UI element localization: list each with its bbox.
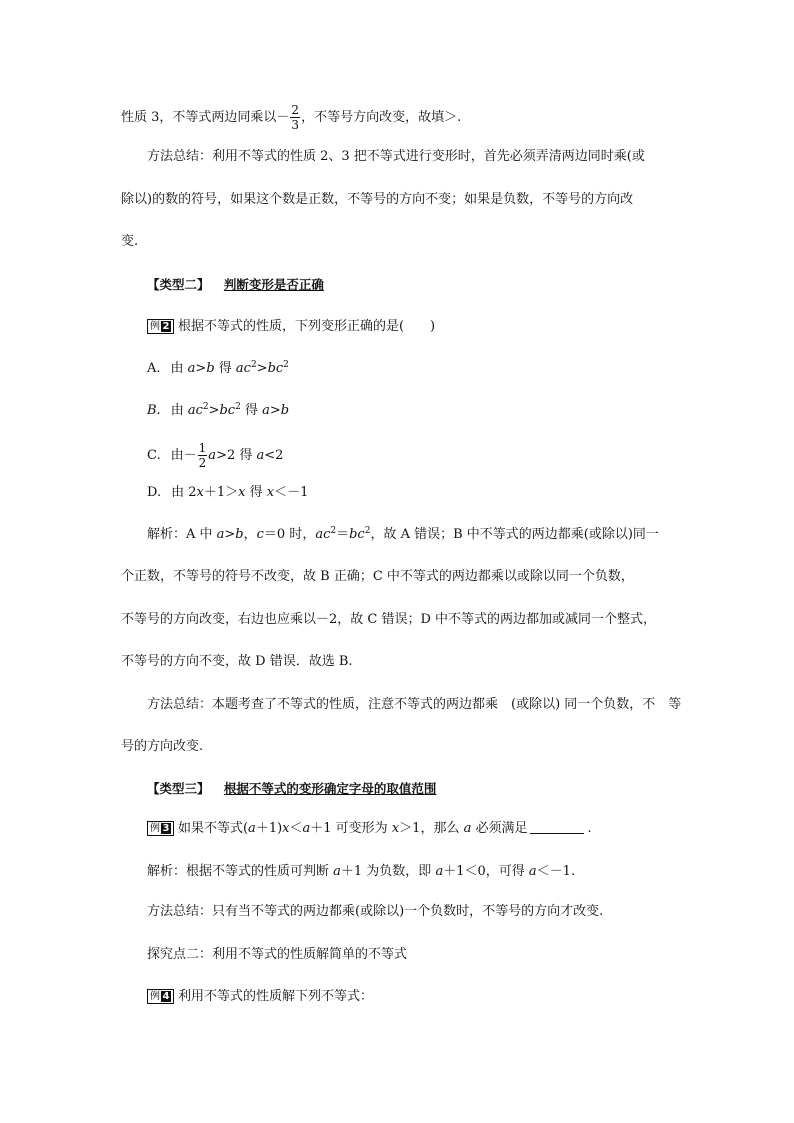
superscript: 2 bbox=[250, 360, 257, 370]
text: 性质 3，不等式两边同乘以 bbox=[121, 110, 277, 125]
math: a bbox=[528, 864, 537, 879]
math: a bbox=[208, 448, 217, 463]
type-tag: 【类型三】 bbox=[147, 781, 210, 796]
badge-number: 3 bbox=[162, 823, 169, 834]
fraction bbox=[198, 441, 208, 470]
answer-blank[interactable] bbox=[530, 821, 584, 834]
text: 由 bbox=[170, 448, 184, 463]
badge-number: 2 bbox=[162, 321, 169, 332]
badge-prefix: 例 bbox=[150, 321, 160, 332]
fraction-denominator: 2 bbox=[198, 456, 207, 470]
math: a bbox=[256, 448, 265, 463]
text: <2 bbox=[264, 448, 284, 463]
option-c bbox=[147, 441, 283, 470]
text: 由 bbox=[170, 361, 188, 376]
text: ，不等号方向改变，故填＞. bbox=[301, 110, 462, 125]
math: x bbox=[238, 485, 246, 500]
math: a>b bbox=[216, 527, 244, 542]
example-badge bbox=[147, 319, 174, 334]
option-label: D. bbox=[147, 485, 162, 500]
text: ＋1 可变形为 bbox=[310, 821, 392, 836]
math: a>b bbox=[262, 403, 290, 418]
text: ＋1＜0，可得 bbox=[443, 864, 529, 879]
question-text: 根据不等式的性质，下列变形正确的是( ) bbox=[177, 319, 436, 334]
method-summary-1-line-2: 除以)的数的符号，如果这个数是正数，不等号的方向不变；如果是负数，不等号的方向改 bbox=[121, 192, 634, 207]
text: 解析：A 中 bbox=[147, 527, 217, 542]
type-tag: 【类型二】 bbox=[147, 277, 210, 292]
fraction bbox=[290, 103, 300, 132]
option-b bbox=[147, 402, 289, 420]
text: ＜ bbox=[289, 821, 303, 836]
math: >bc bbox=[256, 361, 284, 376]
example-4-question bbox=[147, 988, 373, 1006]
example-badge bbox=[147, 989, 174, 1004]
text: ＋1) bbox=[255, 821, 283, 836]
badge-prefix: 例 bbox=[150, 823, 160, 834]
option-d bbox=[147, 484, 308, 502]
fraction-numerator: 2 bbox=[291, 103, 300, 117]
math: a>b bbox=[187, 361, 215, 376]
math: ac bbox=[235, 361, 251, 376]
type-title: 根据不等式的变形确定字母的取值范围 bbox=[223, 781, 437, 796]
example-3-question bbox=[147, 820, 592, 838]
text: ＝0 时， bbox=[263, 527, 316, 542]
fraction-denominator: 3 bbox=[291, 118, 300, 132]
math: a bbox=[463, 821, 472, 836]
question-text: 利用不等式的性质解下列不等式： bbox=[177, 989, 373, 1004]
fraction-numerator: 1 bbox=[198, 441, 207, 455]
math: ac bbox=[187, 403, 203, 418]
text: ，故 A 错误；B 中不等式的两边都乘(或除以)同一 bbox=[370, 527, 659, 542]
superscript: 2 bbox=[330, 526, 337, 536]
text: >2 得 bbox=[216, 448, 257, 463]
option-label: B. bbox=[147, 403, 161, 418]
text: ， bbox=[243, 527, 257, 542]
type-3-heading bbox=[147, 780, 436, 798]
superscript: 2 bbox=[202, 402, 209, 412]
method-summary-2-line-2: 号的方向改变. bbox=[121, 739, 204, 754]
text: ＋1 为负数，即 bbox=[340, 864, 436, 879]
superscript: 2 bbox=[283, 360, 289, 370]
text: 由 2 bbox=[171, 485, 197, 500]
solution-3-line bbox=[147, 863, 575, 881]
solution-2-line-1 bbox=[147, 526, 659, 544]
math: ac bbox=[315, 527, 331, 542]
continuation-line bbox=[121, 103, 461, 132]
math: a bbox=[248, 821, 256, 836]
badge-number: 4 bbox=[162, 991, 169, 1002]
text: ＞1，那么 bbox=[399, 821, 464, 836]
option-label: A. bbox=[147, 361, 161, 376]
option-a bbox=[147, 360, 289, 378]
math: a bbox=[435, 864, 444, 879]
text: 由 bbox=[170, 403, 188, 418]
option-label: C. bbox=[147, 448, 161, 463]
method-summary-3-line: 方法总结：只有当不等式的两边都乘(或除以)一个负数时，不等号的方向才改变. bbox=[147, 904, 604, 919]
math: x bbox=[282, 821, 290, 836]
math: a bbox=[333, 864, 341, 879]
badge-prefix: 例 bbox=[150, 991, 160, 1002]
text: ＜－1. bbox=[536, 864, 576, 879]
math: >bc bbox=[208, 403, 236, 418]
solution-2-line-2: 个正数，不等号的符号不改变，故 B 正确；C 中不等式的两边都乘以或除以同一个负数， bbox=[121, 569, 634, 584]
example-2-question bbox=[147, 318, 435, 336]
exploration-point-2: 探究点二：利用不等式的性质解简单的不等式 bbox=[147, 947, 408, 962]
text: ＜－1 bbox=[274, 485, 309, 500]
math: a bbox=[302, 821, 311, 836]
text: 解析：根据不等式的性质可判断 bbox=[147, 864, 334, 879]
solution-2-line-3: 不等号的方向改变，右边也应乘以－2，故 C 错误；D 中不等式的两边都加或减同一个整式， bbox=[121, 612, 657, 627]
solution-2-line-4: 不等号的方向不变，故 D 错误．故选 B. bbox=[121, 654, 353, 669]
superscript: 2 bbox=[235, 402, 241, 412]
method-summary-2-line-1: 方法总结：本题考查了不等式的性质，注意不等式的两边都乘 (或除以) 同一个负数，不 等 bbox=[147, 697, 682, 712]
math: c bbox=[256, 527, 264, 542]
math: x bbox=[196, 485, 204, 500]
method-summary-1-line-1: 方法总结：利用不等式的性质 2、3 把不等式进行变形时，首先必须弄清两边同时乘(或 bbox=[147, 149, 645, 164]
minus-sign: － bbox=[183, 448, 197, 463]
text: 必须满足 bbox=[471, 821, 528, 836]
text: 如果不等式( bbox=[177, 821, 249, 836]
text: . bbox=[587, 821, 592, 836]
text: ＝ bbox=[336, 527, 350, 542]
text: 得 bbox=[214, 361, 236, 376]
text: 得 bbox=[245, 485, 267, 500]
math: x bbox=[266, 485, 275, 500]
minus-sign: － bbox=[276, 110, 290, 125]
math: x bbox=[391, 821, 400, 836]
text: ＋1＞ bbox=[203, 485, 239, 500]
example-badge bbox=[147, 821, 174, 836]
math: bc bbox=[349, 527, 365, 542]
text: 得 bbox=[240, 403, 263, 418]
type-title: 判断变形是否正确 bbox=[223, 277, 324, 292]
method-summary-1-line-3: 变. bbox=[121, 234, 139, 249]
type-2-heading bbox=[147, 276, 324, 294]
superscript: 2 bbox=[364, 526, 371, 536]
